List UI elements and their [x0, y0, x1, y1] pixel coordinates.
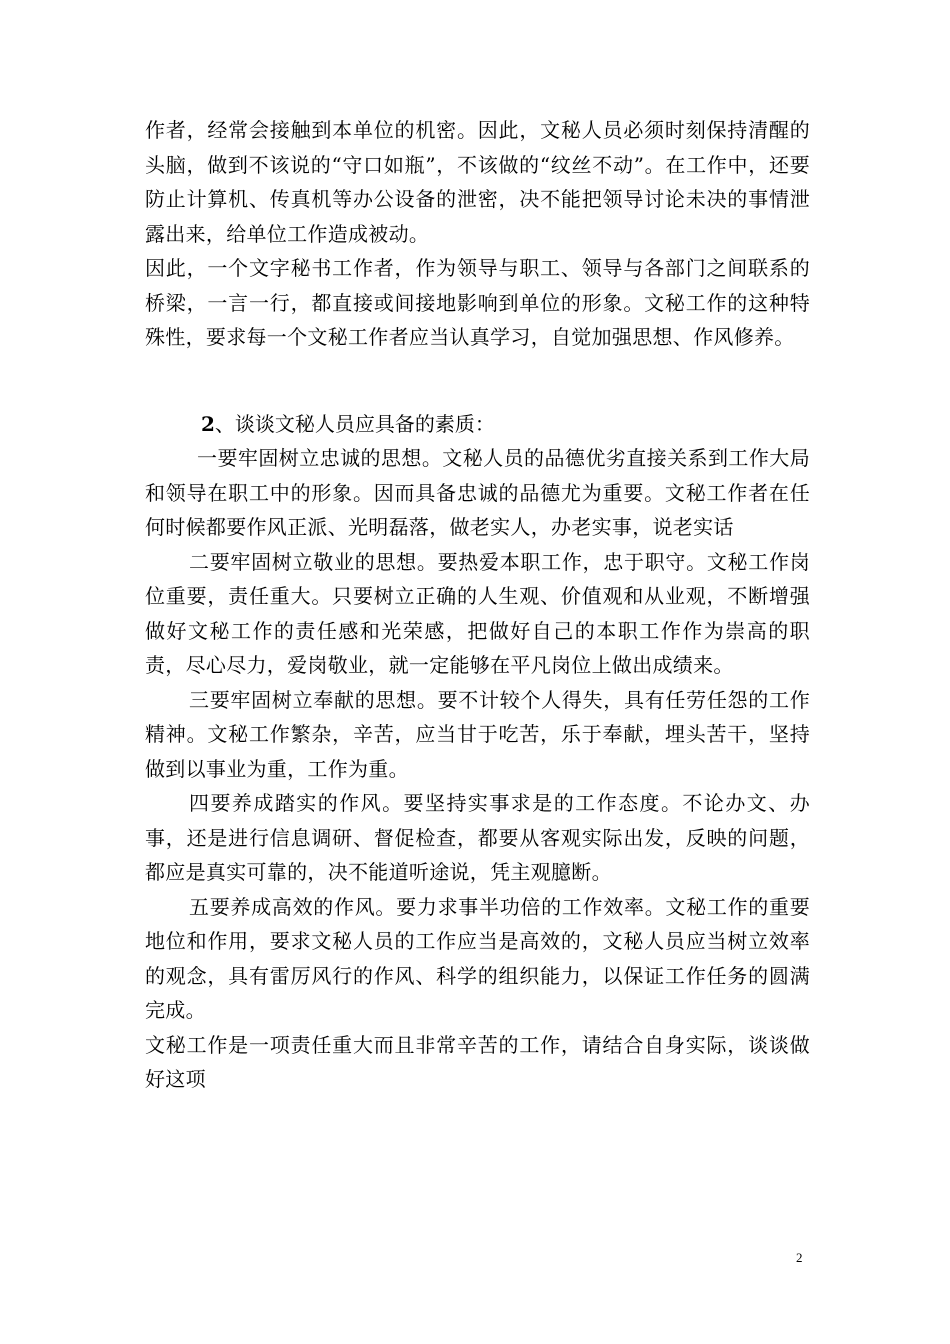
paragraph-dedication: 二要牢固树立敬业的思想。要热爱本职工作，忠于职守。文秘工作岗位重要，责任重大。只要树立正确的人生观、价值观和从业观，不断增强做好文秘工作的责任感和光荣感，把做好自己的本职工作作为崇高的职责，尽心尽力，爱岗敬业，就一定能够在平凡岗位上做出成绩来。	[145, 549, 810, 677]
paragraph-closing: 文秘工作是一项责任重大而且非常辛苦的工作，请结合自身实际，谈谈做好这项	[145, 1032, 810, 1091]
section-number: 2	[201, 411, 215, 436]
paragraph-image-impact: 因此，一个文字秘书工作者，作为领导与职工、领导与各部门之间联系的桥梁，一言一行，都直接或间接地影响到单位的形象。文秘工作的这种特殊性，要求每一个文秘工作者应当认真学习，自觉加强思想、作风修养。	[145, 256, 810, 349]
section-gap	[145, 355, 810, 407]
paragraph-confidentiality: 作者，经常会接触到本单位的机密。因此，文秘人员必须时刻保持清醒的头脑，做到不该说的“守口如瓶”，不该做的“纹丝不动”。在工作中，还要防止计算机、传真机等办公设备的泄密，决不能把领导讨论未决的事情泄露出来，给单位工作造成被动。	[145, 118, 810, 246]
section-heading-text: 、谈谈文秘人员应具备的素质：	[214, 411, 495, 436]
document-body	[145, 113, 810, 1097]
section-heading	[145, 407, 810, 442]
paragraph-efficiency: 五要养成高效的作风。要力求事半功倍的工作效率。文秘工作的重要地位和作用，要求文秘人员的工作应当是高效的，文秘人员应当树立效率的观念，具有雷厉风行的作风、科学的组织能力，以保证工作任务的圆满完成。	[145, 894, 810, 1022]
paragraph-practical-style: 四要养成踏实的作风。要坚持实事求是的工作态度。不论办文、办事，还是进行信息调研、督促检查，都要从客观实际出发，反映的问题，都应是真实可靠的，决不能道听途说，凭主观臆断。	[145, 791, 810, 884]
page-number: 2	[796, 1250, 803, 1265]
paragraph-loyalty: 一要牢固树立忠诚的思想。文秘人员的品德优劣直接关系到工作大局和领导在职工中的形象。因而具备忠诚的品德尤为重要。文秘工作者在任何时候都要作风正派、光明磊落，做老实人，办老实事，说老实话	[145, 446, 810, 539]
paragraph-devotion: 三要牢固树立奉献的思想。要不计较个人得失，具有任劳任怨的工作精神。文秘工作繁杂，辛苦，应当甘于吃苦，乐于奉献，埋头苦干，坚持做到以事业为重，工作为重。	[145, 687, 810, 781]
